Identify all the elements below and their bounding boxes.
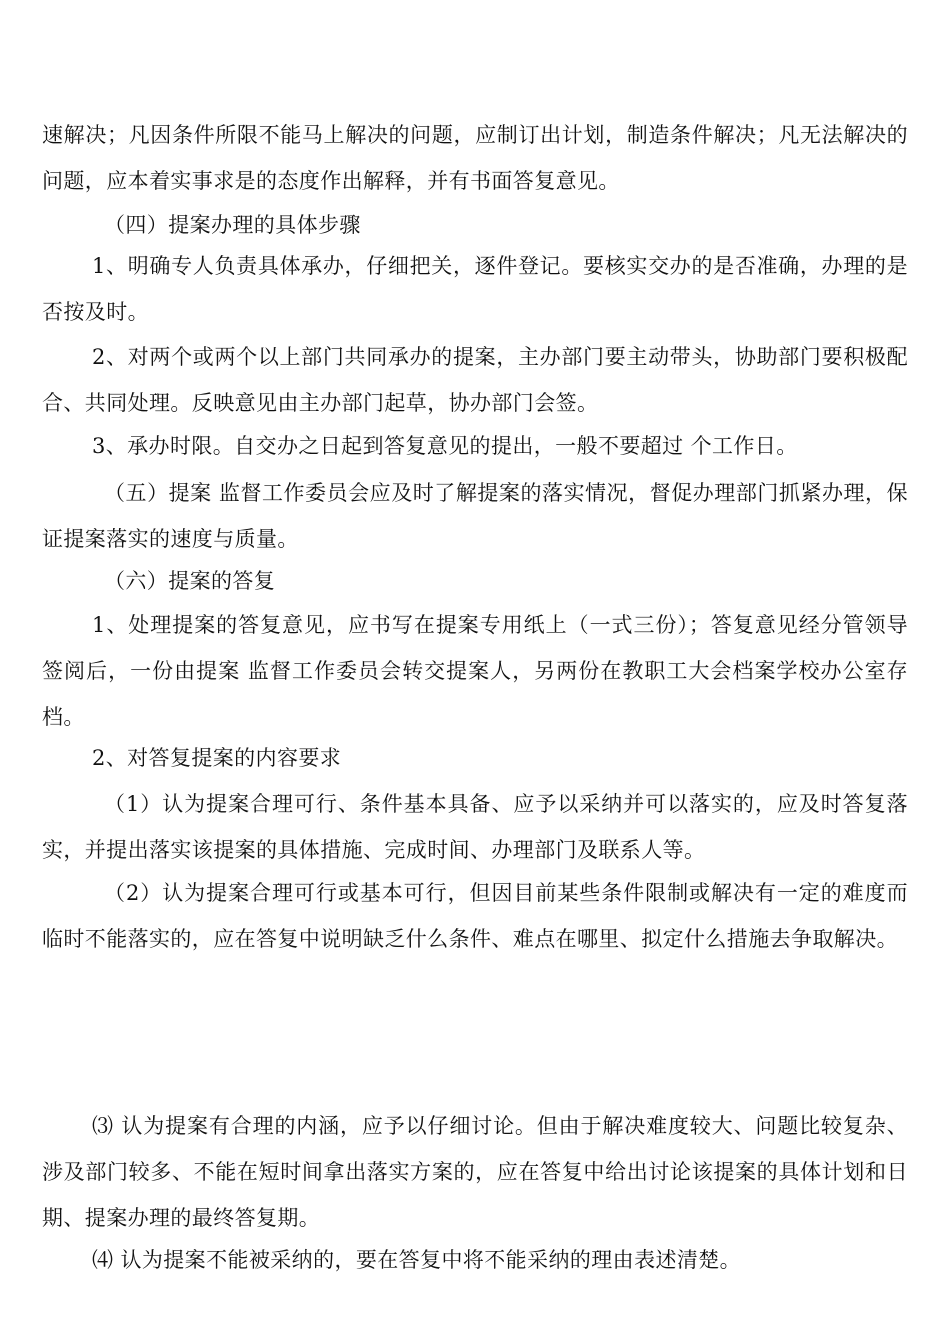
paragraph-requirement-3: ⑶ 认为提案有合理的内涵，应予以仔细讨论。但由于解决难度较大、问题比较复杂、涉及部门较多、不能在短时间拿出落实方案的，应在答复中给出讨论该提案的具体计划和日期、提案办理的最终答复期。	[42, 1114, 908, 1230]
heading-section-4: （四）提案办理的具体步骤	[104, 213, 361, 237]
paragraph-step-3: 3、承办时限。自交办之日起到答复意见的提出，一般不要超过 个工作日。	[92, 434, 798, 458]
paragraph-requirement-1: （1）认为提案合理可行、条件基本具备、应予以采纳并可以落实的，应及时答复落实，并提出落实该提案的具体措施、完成时间、办理部门及联系人等。	[42, 792, 908, 862]
paragraph-requirement-2: （2）认为提案合理可行或基本可行，但因目前某些条件限制或解决有一定的难度而临时不能落实的，应在答复中说明缺乏什么条件、难点在哪里、拟定什么措施去争取解决。	[42, 881, 908, 951]
paragraph-section-5: （五）提案 监督工作委员会应及时了解提案的落实情况，督促办理部门抓紧办理，保证提案落实的速度与质量。	[42, 481, 908, 551]
paragraph-reply-1: 1、处理提案的答复意见，应书写在提案专用纸上（一式三份）；答复意见经分管领导签阅后，一份由提案 监督工作委员会转交提案人，另两份在教职工大会档案学校办公室存档。	[42, 613, 908, 729]
paragraph-requirement-4: ⑷ 认为提案不能被采纳的，要在答复中将不能采纳的理由表述清楚。	[92, 1248, 742, 1272]
heading-section-6: （六）提案的答复	[104, 569, 276, 593]
paragraph-reply-2: 2、对答复提案的内容要求	[92, 746, 342, 770]
paragraph-step-1: 1、明确专人负责具体承办，仔细把关，逐件登记。要核实交办的是否准确，办理的是否按及时。	[42, 254, 908, 324]
paragraph-continuation: 速解决；凡因条件所限不能马上解决的问题，应制订出计划，制造条件解决；凡无法解决的问题，应本着实事求是的态度作出解释，并有书面答复意见。	[42, 123, 908, 193]
paragraph-step-2: 2、对两个或两个以上部门共同承办的提案，主办部门要主动带头，协助部门要积极配合、共同处理。反映意见由主办部门起草，协办部门会签。	[42, 345, 908, 415]
